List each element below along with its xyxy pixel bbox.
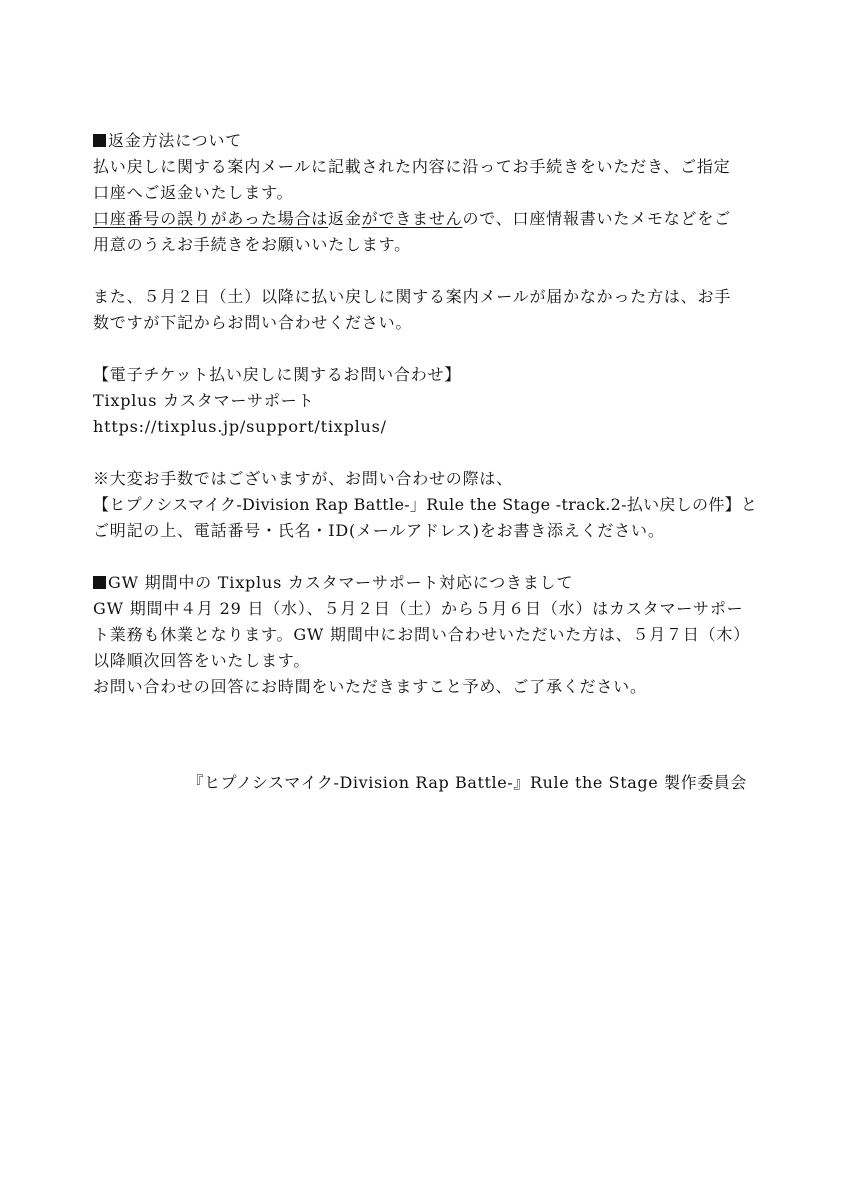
gw-line-1: GW 期間中４月 29 日（水）、５月２日（土）から５月６日（水）はカスタマーサポー [93,599,744,618]
spacer [93,544,753,570]
refund-line-1: 払い戻しに関する案内メールに記載された内容に沿ってお手続きをいただき、ご指定 [93,157,731,176]
request-line-3: ご明記の上、電話番号・氏名・ID(メールアドレス)をお書き添えください。 [93,521,665,540]
refund-line-2: 口座へご返金いたします。 [93,183,294,202]
gw-line-2: ト業務も休業となります。GW 期間中にお問い合わせいただいた方は、５月７日（木） [93,625,751,644]
contact-title: 【電子チケット払い戻しに関するお問い合わせ】 [93,365,462,384]
refund-line-4: 用意のうえお手続きをお願いいたします。 [93,235,411,254]
gw-line-3: 以降順次回答をいたします。 [93,651,311,670]
gw-heading [93,570,753,596]
refund-warning-underlined-2: ができません [361,209,463,228]
request-line-1: ※大変お手数ではございますが、お問い合わせの際は、 [93,469,514,488]
refund-heading [93,128,753,154]
spacer [93,440,753,466]
notice-line-1: また、５月２日（土）以降に払い戻しに関する案内メールが届かなかった方は、お手 [93,287,732,306]
bullet-square-icon [93,134,106,147]
refund-warning-rest: ので、口座情報書いたメモなどをご [462,209,731,228]
contact-name: Tixplus カスタマーサポート [93,391,315,410]
spacer [93,336,753,362]
refund-warning-underlined-1: 口座番号の誤りがあった場合は [93,209,329,228]
refund-warning-plain: 返金 [328,209,362,228]
spacer [93,258,753,284]
notice-line-2: 数ですが下記からお問い合わせください。 [93,313,413,332]
gw-heading-text: GW 期間中の Tixplus カスタマーサポート対応につきまして [108,573,574,592]
refund-heading-text: 返金方法について [108,131,243,150]
bullet-square-icon [93,576,106,589]
document-body [93,128,758,700]
contact-url[interactable]: https://tixplus.jp/support/tixplus/ [93,417,387,436]
committee-signature: 『ヒプノシスマイク-Division Rap Battle-』Rule the Stage 製作委員会 [187,773,747,792]
refund-line-3 [93,206,753,232]
gw-line-4: お問い合わせの回答にお時間をいただきますこと予め、ご了承ください。 [93,677,647,696]
request-line-2: 【ヒプノシスマイク-Division Rap Battle-」Rule the Stage -track.2-払い戻しの件】と [93,495,758,514]
